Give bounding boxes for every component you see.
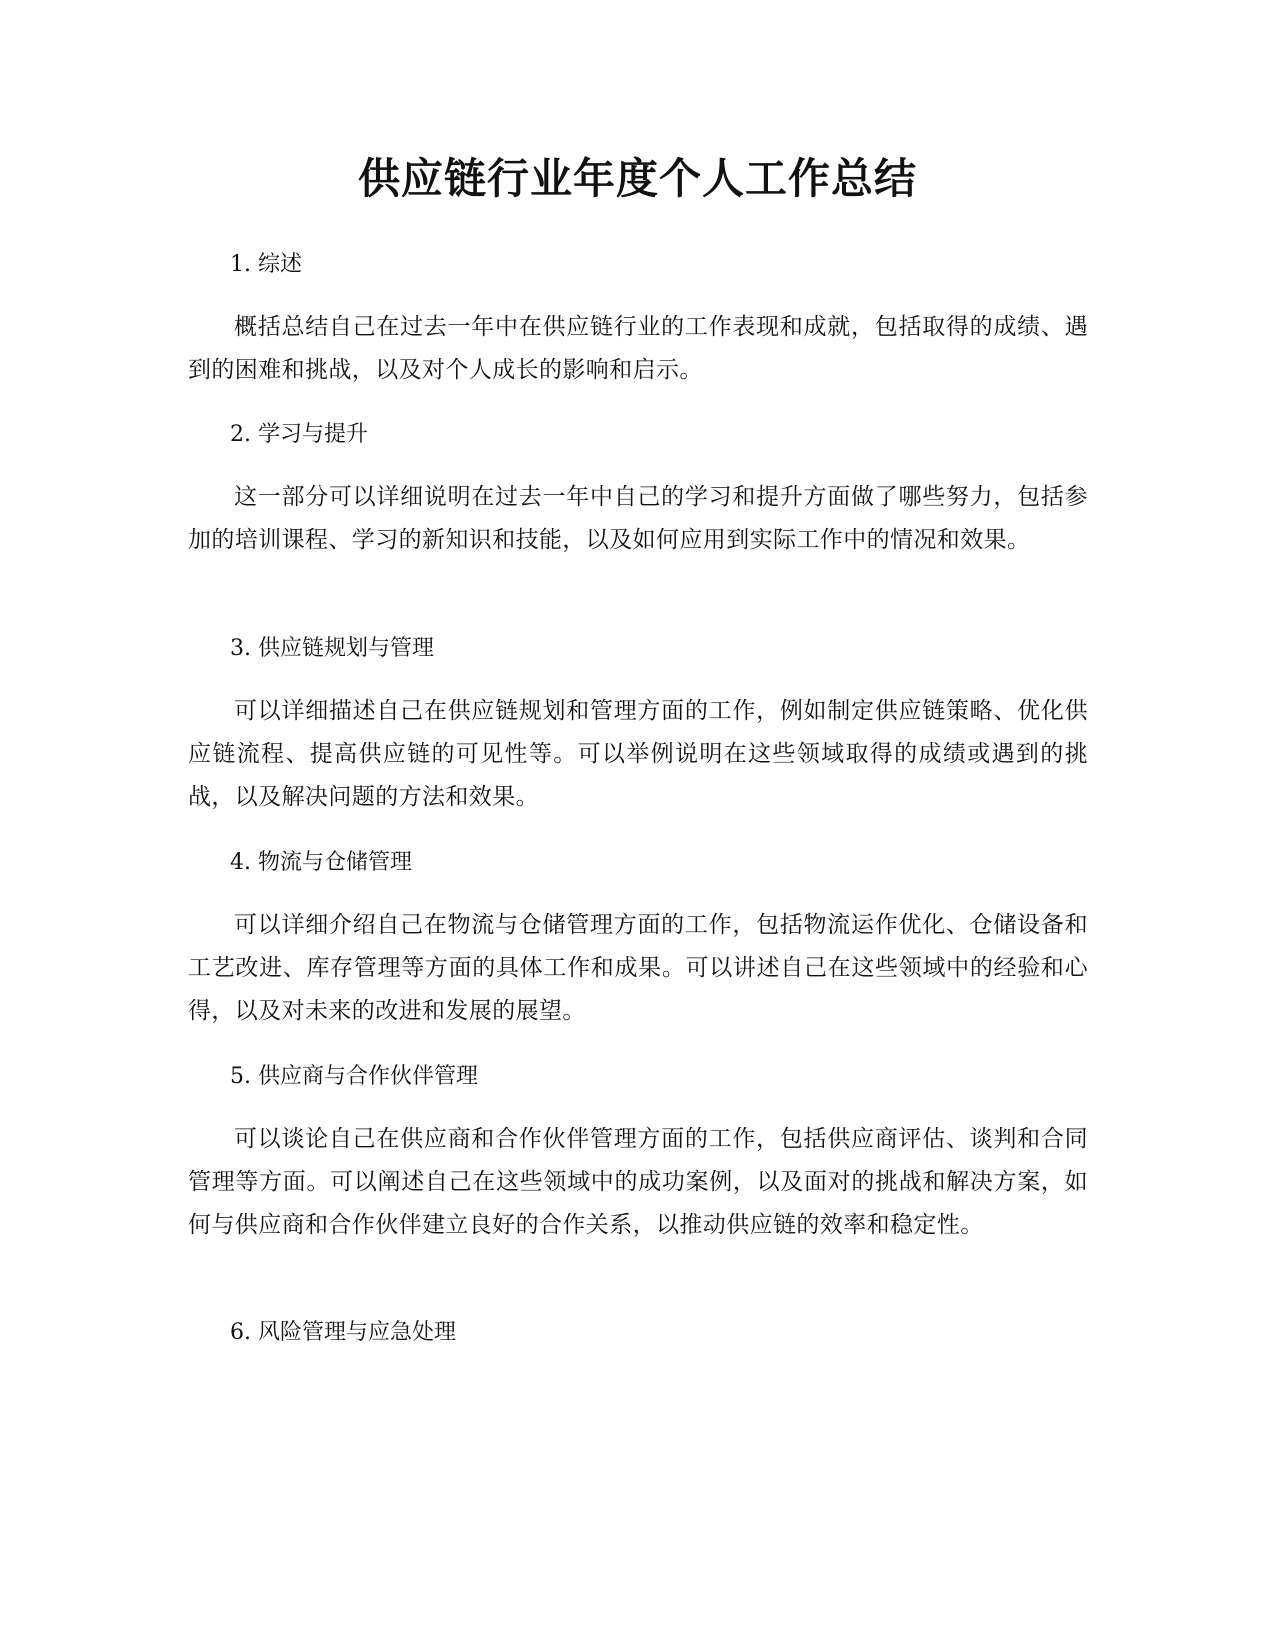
section-body-supply-chain-planning: 可以详细描述自己在供应链规划和管理方面的工作，例如制定供应链策略、优化供应链流程、提高供应链的可见性等。可以举例说明在这些领域取得的成绩或遇到的挑战，以及解决问题的方法和效果。: [188, 698, 1088, 810]
section-heading-supply-chain-planning: 3. 供应链规划与管理: [230, 636, 434, 661]
document-title: 供应链行业年度个人工作总结: [357, 154, 917, 203]
section-heading-risk-management: 6. 风险管理与应急处理: [230, 1320, 456, 1345]
section-body-logistics-warehousing: 可以详细介绍自己在物流与仓储管理方面的工作，包括物流运作优化、仓储设备和工艺改进、库存管理等方面的具体工作和成果。可以讲述自己在这些领域中的经验和心得，以及对未来的改进和发展的展望。: [188, 912, 1088, 1024]
section-body-overview: 概括总结自己在过去一年中在供应链行业的工作表现和成就，包括取得的成绩、遇到的困难和挑战，以及对个人成长的影响和启示。: [188, 314, 1088, 383]
section-heading-learning: 2. 学习与提升: [230, 422, 368, 447]
section-heading-logistics-warehousing: 4. 物流与仓储管理: [230, 850, 412, 875]
section-heading-overview: 1. 综述: [230, 252, 302, 277]
section-body-learning: 这一部分可以详细说明在过去一年中自己的学习和提升方面做了哪些努力，包括参加的培训课程、学习的新知识和技能，以及如何应用到实际工作中的情况和效果。: [188, 484, 1088, 553]
section-body-supplier-partner: 可以谈论自己在供应商和合作伙伴管理方面的工作，包括供应商评估、谈判和合同管理等方面。可以阐述自己在这些领域中的成功案例，以及面对的挑战和解决方案，如何与供应商和合作伙伴建立良好的合作关系，以推动供应链的效率和稳定性。: [188, 1126, 1088, 1238]
section-heading-supplier-partner: 5. 供应商与合作伙伴管理: [230, 1064, 478, 1089]
